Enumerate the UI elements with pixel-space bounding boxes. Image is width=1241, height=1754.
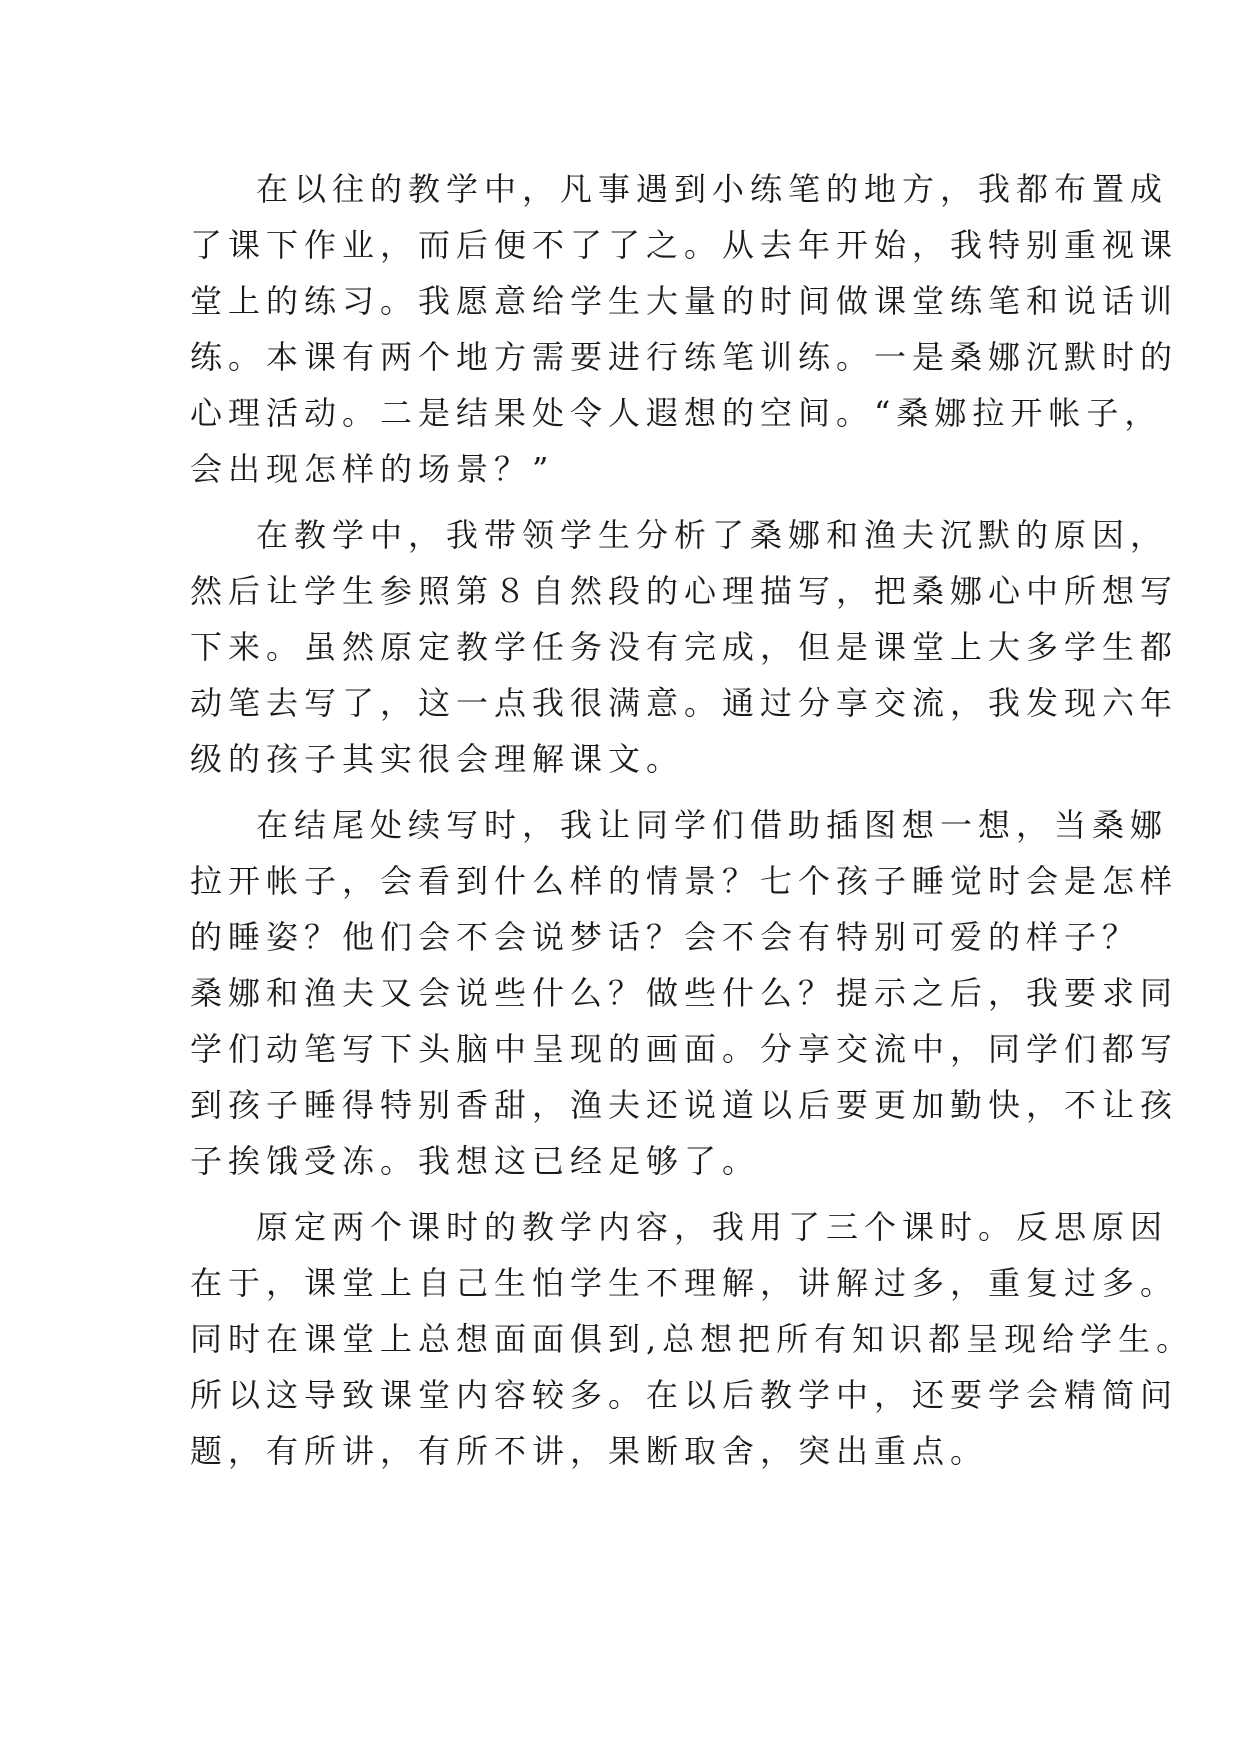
paragraph-3-line-2: 拉开帐子，会看到什么样的情景？七个孩子睡觉时会是怎样 — [190, 862, 1179, 900]
paragraph-1-line-5: 心理活动。二是结果处令人遐想的空间。“桑娜拉开帐子， — [190, 394, 1163, 432]
paragraph-4-line-5: 题，有所讲，有所不讲，果断取舍，突出重点。 — [190, 1432, 989, 1470]
paragraph-2-line-5: 级的孩子其实很会理解课文。 — [190, 740, 685, 778]
paragraph-4-line-4: 所以这导致课堂内容较多。在以后教学中，还要学会精简问 — [190, 1376, 1179, 1414]
paragraph-4-line-2: 在于，课堂上自己生怕学生不理解，讲解过多，重复过多。 — [190, 1264, 1179, 1302]
paragraph-1-line-4: 练。本课有两个地方需要进行练笔训练。一是桑娜沉默时的 — [190, 338, 1179, 376]
paragraph-3-line-1: 在结尾处续写时，我让同学们借助插图想一想，当桑娜 — [256, 806, 1169, 844]
paragraph-1-line-1: 在以往的教学中，凡事遇到小练笔的地方，我都布置成 — [256, 170, 1169, 208]
paragraph-2-line-4: 动笔去写了，这一点我很满意。通过分享交流，我发现六年 — [190, 684, 1179, 722]
paragraph-2-line-1: 在教学中，我带领学生分析了桑娜和渔夫沉默的原因， — [256, 516, 1169, 554]
paragraph-3-line-7: 子挨饿受冻。我想这已经足够了。 — [190, 1142, 761, 1180]
paragraph-2-line-3: 下来。虽然原定教学任务没有完成，但是课堂上大多学生都 — [190, 628, 1179, 666]
paragraph-2-line-2: 然后让学生参照第８自然段的心理描写，把桑娜心中所想写 — [190, 572, 1179, 610]
paragraph-3-line-4: 桑娜和渔夫又会说些什么？做些什么？提示之后，我要求同 — [190, 974, 1179, 1012]
paragraph-1-line-3: 堂上的练习。我愿意给学生大量的时间做课堂练笔和说话训 — [190, 282, 1179, 320]
paragraph-3-line-5: 学们动笔写下头脑中呈现的画面。分享交流中，同学们都写 — [190, 1030, 1179, 1068]
paragraph-4-line-3: 同时在课堂上总想面面俱到,总想把所有知识都呈现给学生。 — [190, 1320, 1195, 1358]
paragraph-4-line-1: 原定两个课时的教学内容，我用了三个课时。反思原因 — [256, 1208, 1169, 1246]
paragraph-3-line-6: 到孩子睡得特别香甜，渔夫还说道以后要更加勤快，不让孩 — [190, 1086, 1179, 1124]
paragraph-1-line-6: 会出现怎样的场景？” — [190, 450, 555, 488]
paragraph-3-line-3: 的睡姿？他们会不会说梦话？会不会有特别可爱的样子？ — [190, 918, 1141, 956]
paragraph-1-line-2: 了课下作业，而后便不了了之。从去年开始，我特别重视课 — [190, 226, 1179, 264]
